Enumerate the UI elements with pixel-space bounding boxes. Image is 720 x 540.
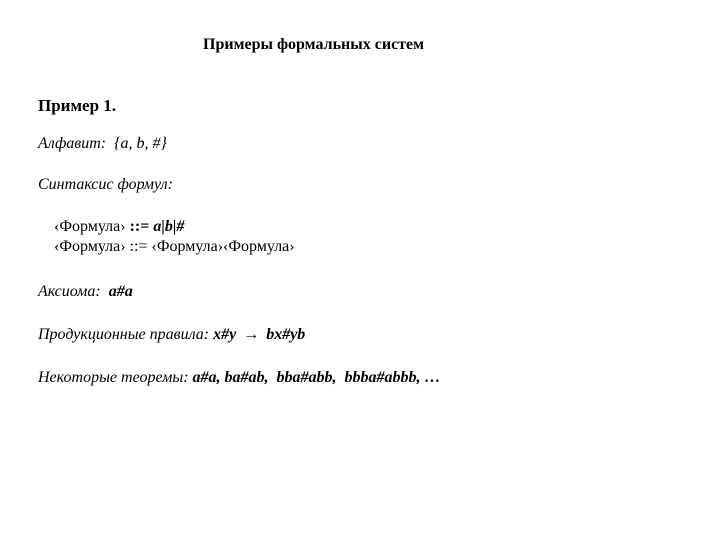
rule-1-rhs: a|b|# (153, 218, 185, 235)
axiom-line (38, 283, 133, 301)
rule-1-op: ::= (129, 218, 150, 235)
production-label: Продукционные правила: (38, 326, 210, 343)
rule-2-lhs: ‹Формула› (54, 238, 126, 255)
example-heading: Пример 1. (38, 96, 117, 115)
rule-2-op: ::= (129, 238, 148, 255)
page-title: Примеры формальных систем (203, 36, 425, 53)
production-line (38, 326, 305, 344)
syntax-rule-2 (54, 238, 295, 256)
production-rhs: bx#yb (266, 326, 306, 343)
alphabet-value: {a, b, #} (114, 135, 167, 152)
alphabet-line (38, 135, 167, 153)
syntax-rule-1 (54, 218, 184, 236)
syntax-label: Синтаксис формул: (38, 176, 173, 193)
axiom-value: a#a (108, 283, 133, 300)
rule-2-rhs: ‹Формула›‹Формула› (151, 238, 295, 255)
alphabet-label: Алфавит: (38, 135, 107, 152)
arrow-right-icon: → (243, 326, 260, 343)
rule-1-lhs: ‹Формула› (54, 218, 126, 235)
theorems-value: a#a, ba#ab, bba#abb, bbba#abbb, … (192, 369, 441, 386)
theorems-line (38, 369, 441, 387)
axiom-label: Аксиома: (38, 283, 101, 300)
theorems-label: Некоторые теоремы: (38, 369, 189, 386)
production-lhs: x#y (213, 326, 237, 343)
